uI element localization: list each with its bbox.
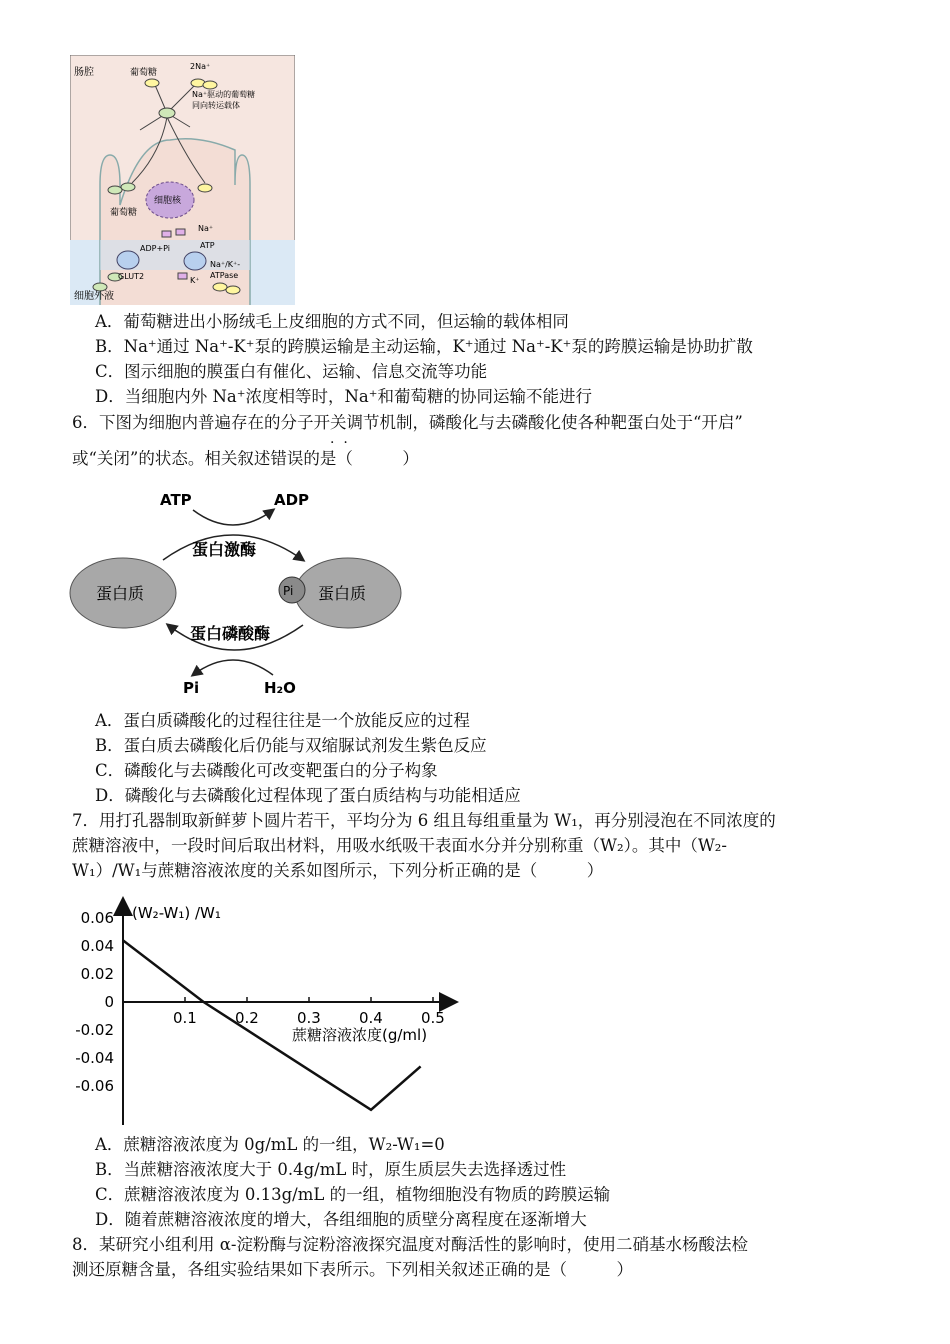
label-adp-pi: ADP+Pi (140, 244, 171, 253)
label-na: Na⁺ (198, 224, 214, 233)
label-transporter-2: 同向转运载体 (192, 101, 240, 110)
y-tick-label: -0.04 (75, 1049, 114, 1067)
label-protein-left: 蛋白质 (96, 584, 145, 603)
label-k: K⁺ (190, 276, 200, 285)
na-icon (226, 286, 240, 294)
q6-option-b: B．蛋白质去磷酸化后仍能与双缩脲试剂发生紫色反应 (95, 736, 487, 755)
q7-stem-line3: W₁）/W₁与蔗糖溶液浓度的关系如图所示，下列分析正确的是（ ） (72, 861, 604, 880)
q8-stem-line2: 测还原糖含量，各组实验结果如下表所示。下列相关叙述正确的是（ ） (72, 1260, 633, 1279)
q7-option-d: D．随着蔗糖溶液浓度的增大，各组细胞的质壁分离程度在逐渐增大 (95, 1210, 587, 1229)
x-axis-label: 蔗糖溶液浓度(g/ml) (292, 1026, 428, 1044)
y-axis-label: (W₂-W₁) /W₁ (132, 904, 221, 922)
q7-option-a: A．蔗糖溶液浓度为 0g/mL 的一组，W₂-W₁=0 (95, 1135, 445, 1154)
q8-stem-line1: 8．某研究小组利用 α-淀粉酶与淀粉溶液探究温度对酶活性的影响时，使用二硝基水杨酸法检 (72, 1235, 748, 1254)
na-icon (213, 283, 227, 291)
na-icon (203, 81, 217, 89)
q6-option-d: D．磷酸化与去磷酸化过程体现了蛋白质结构与功能相适应 (95, 786, 521, 805)
phosphorylation-figure (68, 485, 408, 700)
label-kinase: 蛋白激酶 (192, 540, 257, 559)
pump-icon (184, 252, 206, 270)
label-atp: ATP (200, 241, 215, 250)
glucose-transport-figure (70, 55, 295, 305)
glucose-icon (121, 183, 135, 191)
x-tick-label: 0.1 (173, 1009, 197, 1027)
k-icon (162, 231, 171, 237)
label-glucose-left: 葡萄糖 (110, 208, 138, 218)
y-tick-label: 0 (104, 993, 114, 1011)
q7-stem-line1: 7．用打孔器制取新鲜萝卜圆片若干，平均分为 6 组且每组重量为 W₁，再分别浸泡在不同浓度的 (72, 811, 776, 830)
label-pi-tag: Pi (283, 584, 294, 598)
q6-stem-line1: 6．下图为细胞内普遍存在的分子开关调节机制，磷酸化与去磷酸化使各种靶蛋白处于“开启” (72, 413, 743, 432)
k-icon (176, 229, 185, 235)
label-pump-2: ATPase (210, 271, 239, 280)
label-protein-right: 蛋白质 (318, 584, 367, 603)
label-atp: ATP (160, 491, 192, 509)
y-tick-label: -0.06 (75, 1077, 114, 1095)
emphasis-text: 错误 (270, 449, 304, 468)
k-icon (178, 273, 187, 279)
glut2-icon (117, 251, 139, 269)
q5-option-d: D．当细胞内外 Na⁺浓度相等时，Na⁺和葡萄糖的协同运输不能进行 (95, 387, 592, 406)
glucose-icon (108, 186, 122, 194)
label-phosphatase: 蛋白磷酸酶 (190, 624, 271, 643)
y-tick-label: 0.06 (80, 909, 114, 927)
label-pi: Pi (183, 679, 200, 697)
label-lumen: 肠腔 (74, 67, 94, 78)
emphasis-dots: · · (330, 435, 348, 451)
q7-stem-line2: 蔗糖溶液中，一段时间后取出材料，用吸水纸吸干表面水分并分别称重（W₂）。其中（W₂- (72, 836, 727, 855)
label-nucleus: 细胞核 (154, 196, 182, 206)
q7-option-c: C．蔗糖溶液浓度为 0.13g/mL 的一组，植物细胞没有物质的跨膜运输 (95, 1185, 611, 1204)
label-h2o: H₂O (264, 679, 296, 697)
label-pump-1: Na⁺/K⁺- (210, 260, 241, 269)
label-ecf: 细胞外液 (74, 291, 114, 302)
q5-option-c: C．图示细胞的膜蛋白有催化、运输、信息交流等功能 (95, 362, 488, 381)
label-glucose-top: 葡萄糖 (130, 68, 158, 78)
x-tick-label: 0.5 (421, 1009, 445, 1027)
sucrose-chart (70, 895, 470, 1130)
label-2na: 2Na⁺ (190, 62, 211, 71)
q6-option-a: A．蛋白质磷酸化的过程往往是一个放能反应的过程 (95, 711, 470, 730)
symporter-icon (159, 108, 175, 118)
glucose-icon (93, 283, 107, 291)
q7-option-b: B．当蔗糖溶液浓度大于 0.4g/mL 时，原生质层失去选择透过性 (95, 1160, 567, 1179)
label-glut2: GLUT2 (118, 272, 145, 281)
x-tick-label: 0.4 (359, 1009, 383, 1027)
q5-option-b: B．Na⁺通过 Na⁺-K⁺泵的跨膜运输是主动运输，K⁺通过 Na⁺-K⁺泵的跨膜运输是协助扩散 (95, 337, 753, 356)
label-adp: ADP (274, 491, 310, 509)
x-tick-label: 0.2 (235, 1009, 259, 1027)
y-tick-label: -0.02 (75, 1021, 114, 1039)
label-transporter-1: Na⁺驱动的葡萄糖 (192, 90, 256, 99)
q6-option-c: C．磷酸化与去磷酸化可改变靶蛋白的分子构象 (95, 761, 438, 780)
q5-option-a: A．葡萄糖进出小肠绒毛上皮细胞的方式不同，但运输的载体相同 (95, 312, 569, 331)
y-tick-label: 0.04 (80, 937, 114, 955)
x-tick-label: 0.3 (297, 1009, 321, 1027)
q6-stem-line2: 或“关闭”的状态。相关叙述错误的是（ ） (72, 449, 419, 468)
glucose-icon (145, 79, 159, 87)
na-icon (198, 184, 212, 192)
y-tick-label: 0.02 (80, 965, 114, 983)
